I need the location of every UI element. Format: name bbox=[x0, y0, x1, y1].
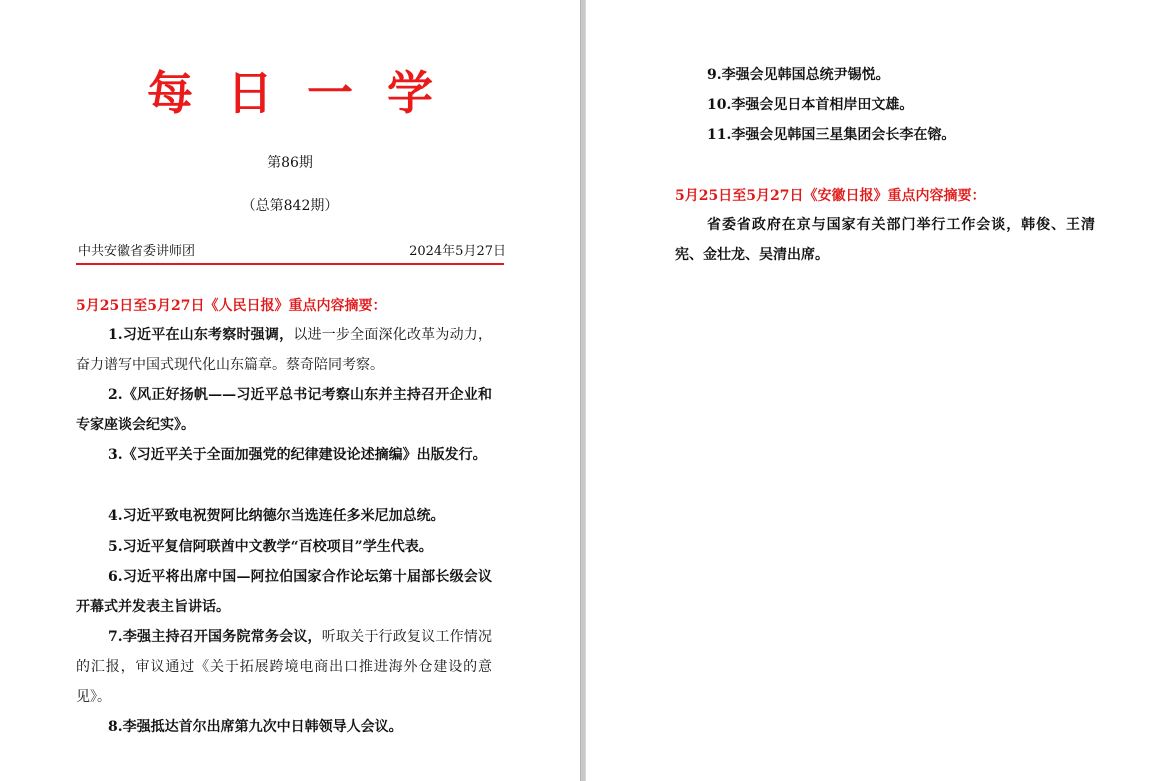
section-heading-renmin: 5月25日至5月27日《人民日报》重点内容摘要： bbox=[76, 298, 387, 314]
list-item: 11.李强会见韩国三星集团会长李在镕。 bbox=[707, 127, 956, 143]
list-item: 8.李强抵达首尔出席第九次中日韩领导人会议。 bbox=[108, 719, 403, 735]
list-item: 5.习近平复信阿联酋中文教学“百校项目”学生代表。 bbox=[108, 539, 433, 555]
list-item-lead: 1.习近平在山东考察时强调， bbox=[108, 327, 294, 343]
list-item: 4.习近平致电祝贺阿比纳德尔当选连任多米尼加总统。 bbox=[108, 508, 445, 524]
list-item: 省委省政府在京与国家有关部门举行工作会谈，韩俊、王清宪、金壮龙、吴清出席。 bbox=[675, 217, 1095, 263]
list-item: 2.《风正好扬帆——习近平总书记考察山东并主持召开企业和专家座谈会纪实》。 bbox=[76, 387, 492, 433]
list-item-rest: 以进一步全面深化改革为动力，奋力谱写中国式现代化山东篇章。蔡奇陪同考察。 bbox=[76, 327, 492, 373]
section-heading-anhui: 5月25日至5月27日《安徽日报》重点内容摘要： bbox=[675, 188, 986, 204]
list-item bbox=[76, 622, 492, 712]
publisher-line bbox=[78, 243, 506, 260]
document-page-left bbox=[0, 0, 580, 781]
list-item: 6.习近平将出席中国—阿拉伯国家合作论坛第十届部长级会议开幕式并发表主旨讲话。 bbox=[76, 569, 492, 615]
publish-date: 2024年5月27日 bbox=[409, 244, 506, 259]
issue-number: 第86期 bbox=[267, 155, 313, 171]
issue-total: （总第842期） bbox=[241, 198, 339, 214]
red-divider bbox=[76, 263, 504, 265]
list-item-rest: 听取关于行政复议工作情况的汇报，审议通过《关于拓展跨境电商出口推进海外仓建设的意见》。 bbox=[76, 629, 492, 705]
list-item-lead: 7.李强主持召开国务院常务会议， bbox=[108, 629, 322, 645]
list-item bbox=[76, 320, 492, 380]
organization-name: 中共安徽省委讲师团 bbox=[78, 244, 196, 259]
list-item: 3.《习近平关于全面加强党的纪律建设论述摘编》出版发行。 bbox=[108, 447, 487, 463]
document-page-right bbox=[586, 0, 1167, 781]
masthead-title: 每日一学 bbox=[147, 66, 467, 120]
list-item: 10.李强会见日本首相岸田文雄。 bbox=[707, 97, 914, 113]
list-item: 9.李强会见韩国总统尹锡悦。 bbox=[707, 67, 890, 83]
